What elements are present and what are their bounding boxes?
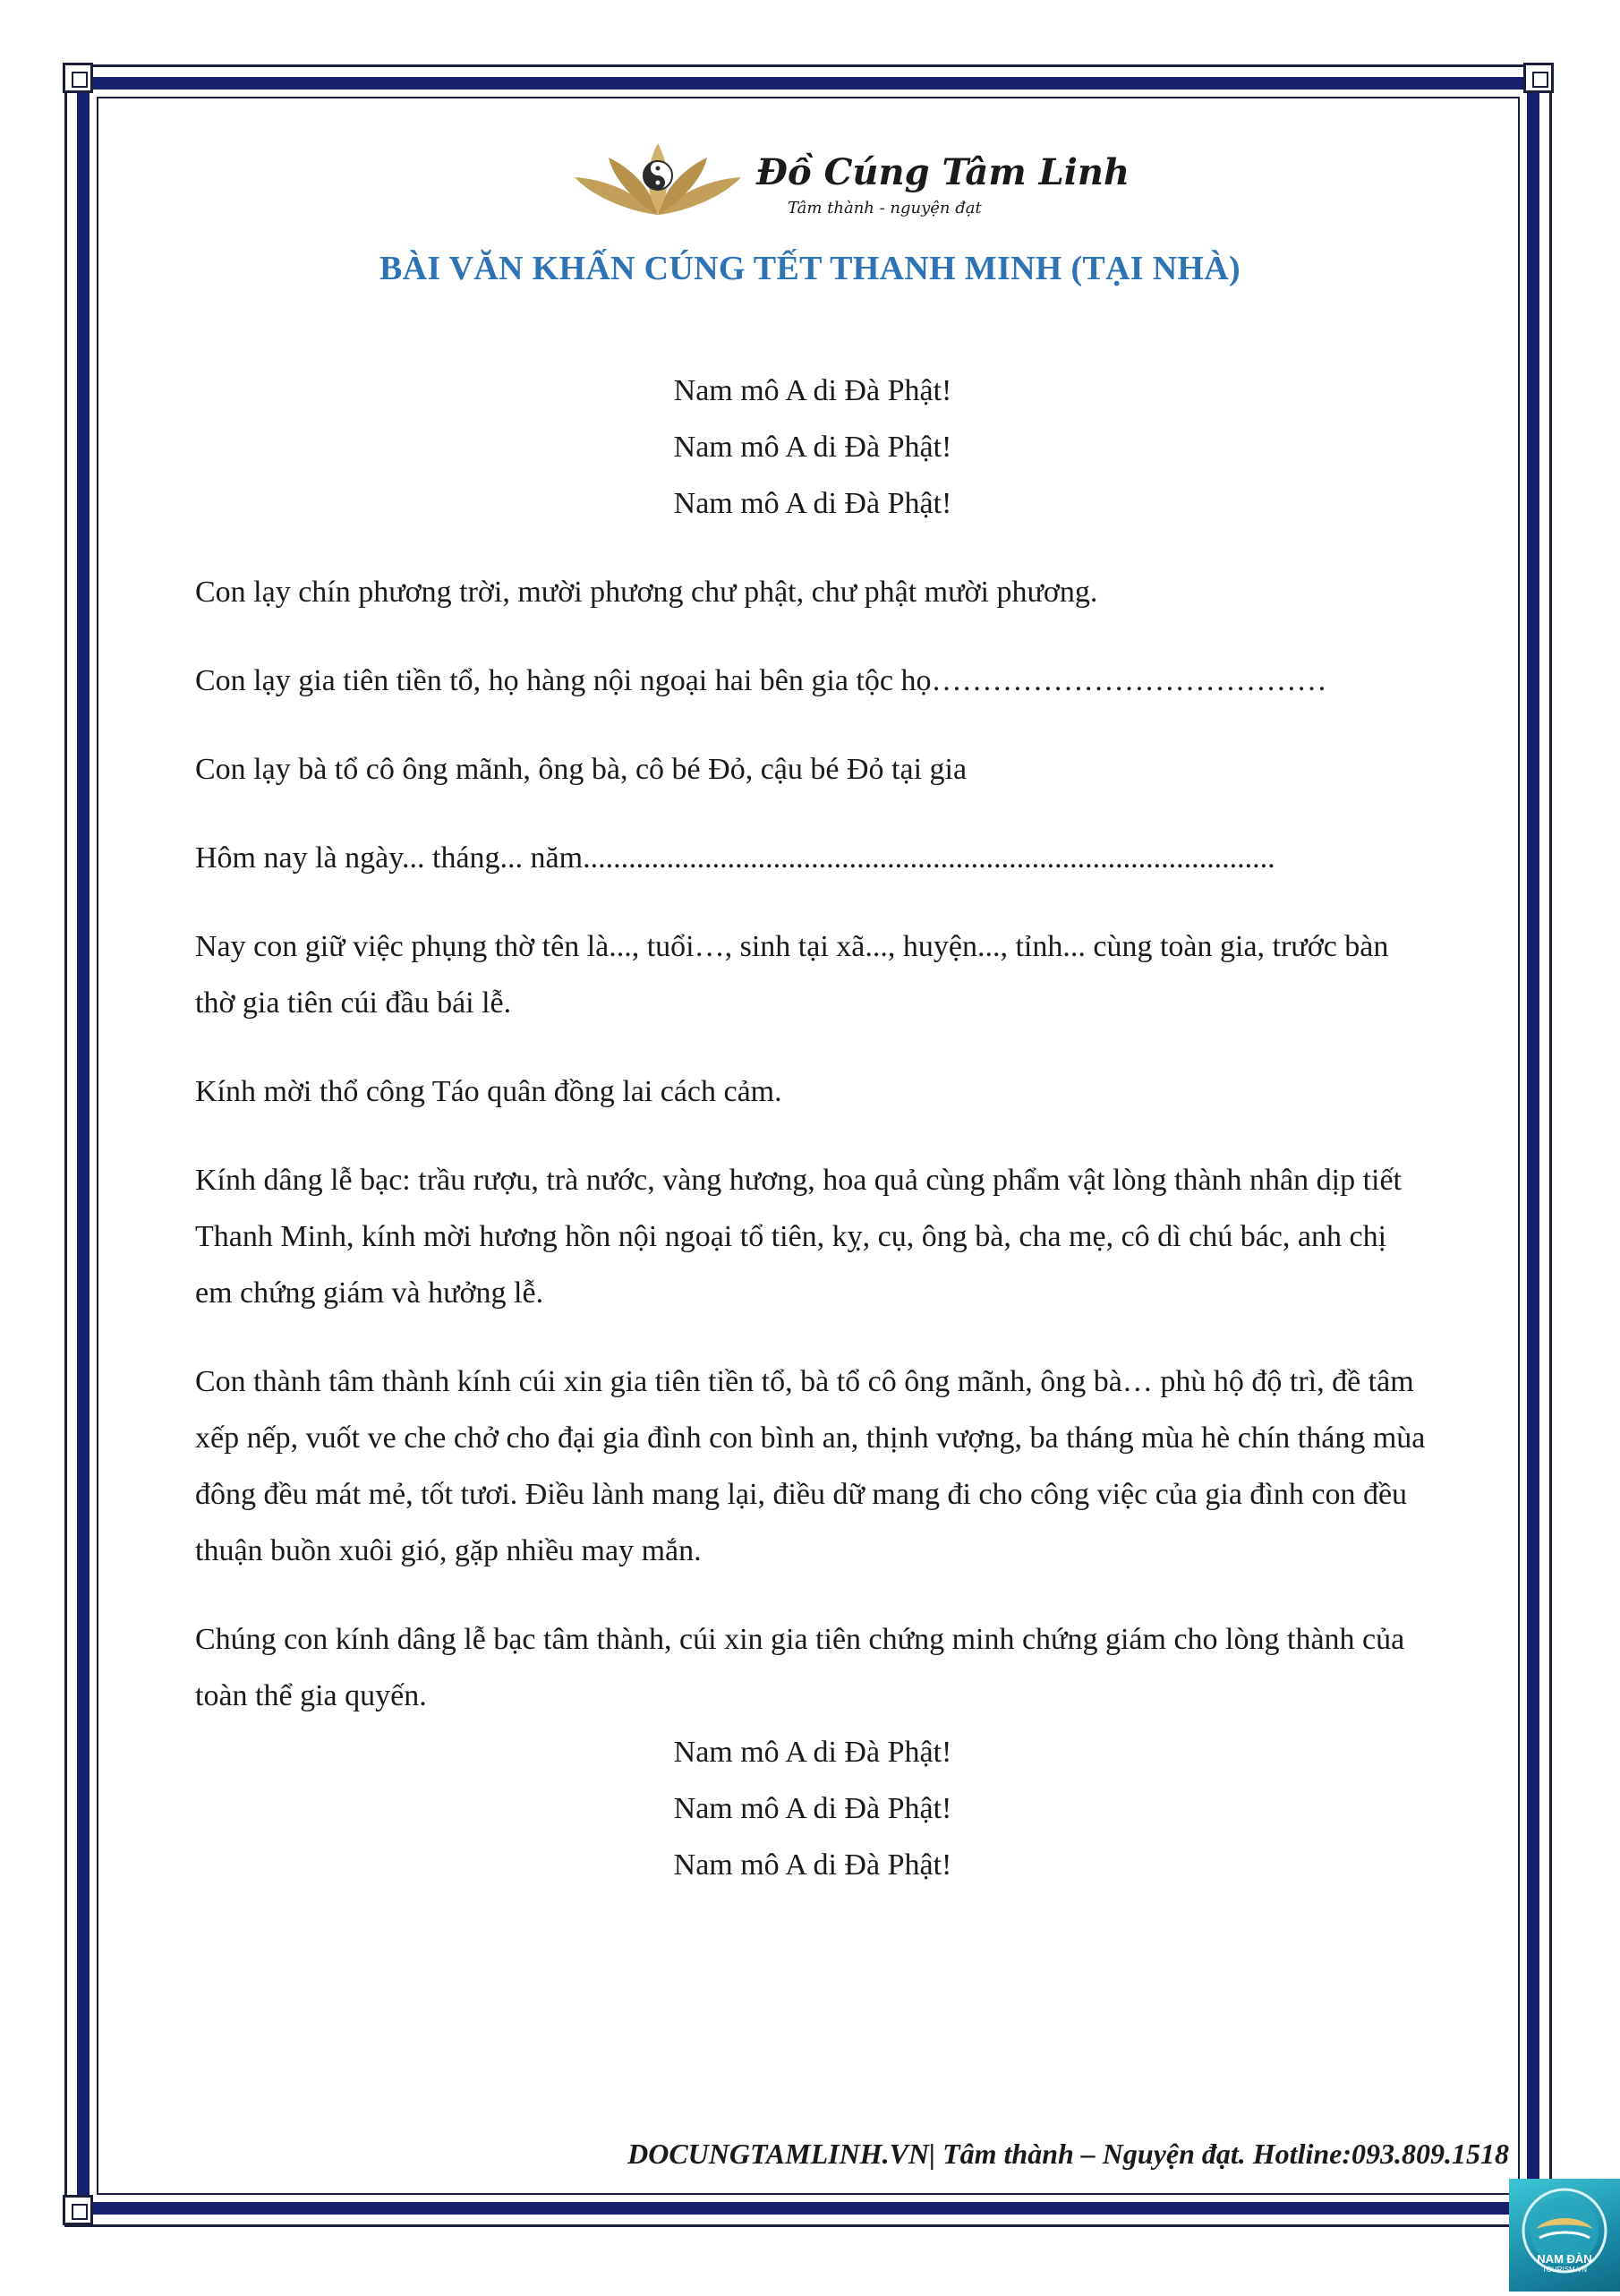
paragraph: Con lạy gia tiên tiền tổ, họ hàng nội ngoại hai bên gia tộc họ………………………………… [195, 664, 1327, 697]
globe-logo-icon [1509, 2179, 1620, 2292]
svg-text:Đồ Cúng Tâm Linh: Đồ Cúng Tâm Linh [756, 151, 1130, 193]
paragraph: Kính dâng lễ bạc: trầu rượu, trà nước, vàng hương, hoa quả cùng phẩm vật lòng thành nhân dịp tiết Thanh Minh, kính mời hương hồn nội ngoại tổ tiên, kỵ, cụ, ông bà, cha mẹ, cô dì chú bác, anh chị em chứng giám và hưởng lễ. [195, 1164, 1402, 1310]
page-title: BÀI VĂN KHẤN CÚNG TẾT THANH MINH (TẠI NHÀ) [379, 250, 1241, 287]
paragraph: Kính mời thổ công Táo quân đồng lai cách cảm. [195, 1075, 782, 1108]
lotus-logo-icon [573, 132, 1130, 231]
footer-hotline: DOCUNGTAMLINH.VN| Tâm thành – Nguyện đạt. Hotline:093.809.1518 [627, 2138, 1509, 2170]
brand-logo [573, 132, 1130, 231]
frame-corner-ornament [1523, 63, 1554, 93]
prayer-text [195, 363, 1430, 1893]
svg-text:Tâm thành - nguyện đạt: Tâm thành - nguyện đạt [788, 199, 982, 218]
closing-chants [195, 1724, 1430, 1893]
chant-line: Nam mô A di Đà Phật! [673, 1848, 952, 1882]
chant-line: Nam mô A di Đà Phật! [673, 1736, 952, 1769]
frame-corner-ornament [63, 2195, 93, 2225]
paragraph: Con lạy chín phương trời, mười phương chư phật, chư phật mười phương. [195, 576, 1098, 609]
chant-line: Nam mô A di Đà Phật! [673, 431, 952, 464]
badge-name: NAM ĐÀN [1537, 2252, 1592, 2266]
opening-chants [195, 363, 1430, 532]
paragraph: Con lạy bà tổ cô ông mãnh, ông bà, cô bé Đỏ, cậu bé Đỏ tại gia [195, 753, 968, 786]
paragraph: Con thành tâm thành kính cúi xin gia tiên tiền tổ, bà tổ cô ông mãnh, ông bà… phù hộ độ trì, đề tâm xếp nếp, vuốt ve che chở cho đại gia đình con bình an, thịnh vượng, ba tháng mùa hè chín tháng mùa đông đều mát mẻ, tốt tươi. Điều lành mang lại, điều dữ mang đi cho công việc của gia đình con đều thuận buồn xuôi gió, gặp nhiều may mắn. [195, 1365, 1426, 1567]
paragraph: Chúng con kính dâng lễ bạc tâm thành, cúi xin gia tiên chứng minh chứng giám cho lòng thành của toàn thể gia quyến. [195, 1623, 1405, 1712]
chant-line: Nam mô A di Đà Phật! [673, 487, 952, 520]
chant-line: Nam mô A di Đà Phật! [673, 1792, 952, 1825]
watermark-badge [1509, 2179, 1620, 2292]
frame-corner-ornament [63, 63, 93, 93]
paragraph: Nay con giữ việc phụng thờ tên là..., tuổi…, sinh tại xã..., huyện..., tỉnh... cùng toàn gia, trước bàn thờ gia tiên cúi đầu bái lễ. [195, 930, 1389, 1020]
paragraph: Hôm nay là ngày... tháng... năm........................................................................................... [195, 841, 1275, 875]
badge-subtitle: TOURISM.VN [1541, 2266, 1588, 2274]
chant-line: Nam mô A di Đà Phật! [673, 374, 952, 407]
